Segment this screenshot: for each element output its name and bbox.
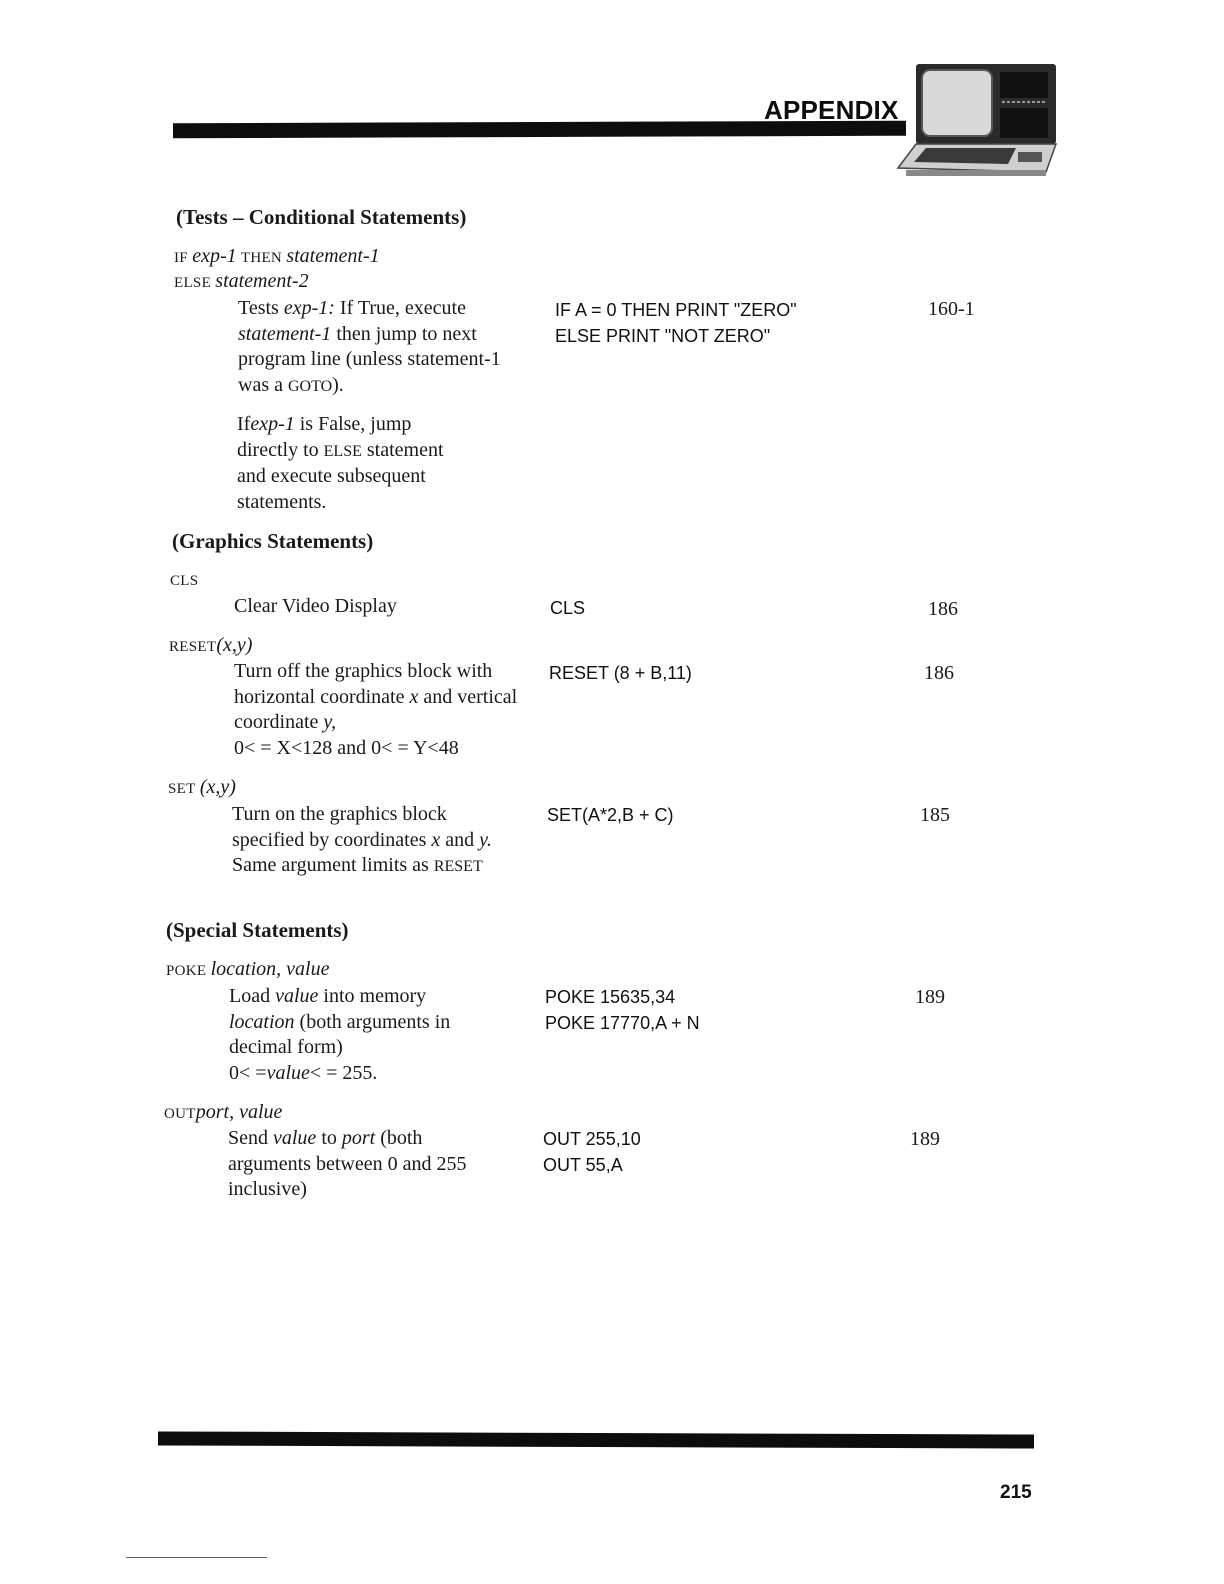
if-then-description-1: Tests exp-1: If True, execute statement-1 then jump to next program line (unless statement-1 was a GOTO). [238, 297, 501, 396]
section-title-tests: (Tests – Conditional Statements) [176, 205, 467, 229]
set-description: Turn on the graphics block specified by coordinates x and y. Same argument limits as RESET [232, 803, 492, 876]
footer-rule [158, 1431, 1034, 1448]
reset-syntax: RESET(x,y) [169, 634, 253, 656]
cls-syntax: CLS [170, 573, 199, 589]
else-syntax: ELSE statement-2 [174, 270, 309, 292]
link-underline [126, 1557, 267, 1558]
reset-description: Turn off the graphics block with horizontal coordinate x and vertical coordinate y, 0< = X<128 and 0< = Y<48 [234, 660, 518, 759]
set-syntax: SET (x,y) [168, 776, 236, 798]
poke-description: Load value into memory location (both arguments in decimal form) 0< =value< = 255. [229, 985, 451, 1084]
cls-example: CLS [550, 598, 586, 618]
page-ref: 185 [920, 804, 950, 826]
cls-description: Clear Video Display [234, 595, 397, 617]
out-example: OUT 255,10 OUT 55,A [543, 1129, 641, 1175]
set-example: SET(A*2,B + C) [547, 805, 674, 825]
poke-syntax: POKE location, value [166, 958, 330, 980]
section-title-graphics: (Graphics Statements) [172, 529, 374, 553]
if-then-example: IF A = 0 THEN PRINT "ZERO" ELSE PRINT "NOT ZERO" [555, 300, 797, 346]
reset-example: RESET (8 + B,11) [549, 663, 692, 683]
page-header-title: APPENDIX [764, 95, 899, 125]
page-ref: 189 [910, 1128, 940, 1150]
out-syntax: OUTport, value [164, 1101, 283, 1123]
page-ref: 160-1 [928, 298, 975, 320]
page-ref: 186 [928, 598, 958, 620]
computer-terminal-icon [896, 60, 1066, 185]
out-description: Send value to port (both arguments between 0 and 255 inclusive) [228, 1127, 467, 1200]
if-then-syntax: IF exp-1 THEN statement-1 [174, 245, 380, 267]
page-ref: 186 [924, 662, 954, 684]
if-then-description-2: Ifexp-1 is False, jump directly to ELSE statement and execute subsequent statements. [237, 413, 444, 513]
poke-example: POKE 15635,34 POKE 17770,A + N [545, 987, 700, 1033]
page-ref: 189 [915, 986, 945, 1008]
page-number: 215 [1000, 1482, 1032, 1503]
section-title-special: (Special Statements) [166, 918, 349, 942]
